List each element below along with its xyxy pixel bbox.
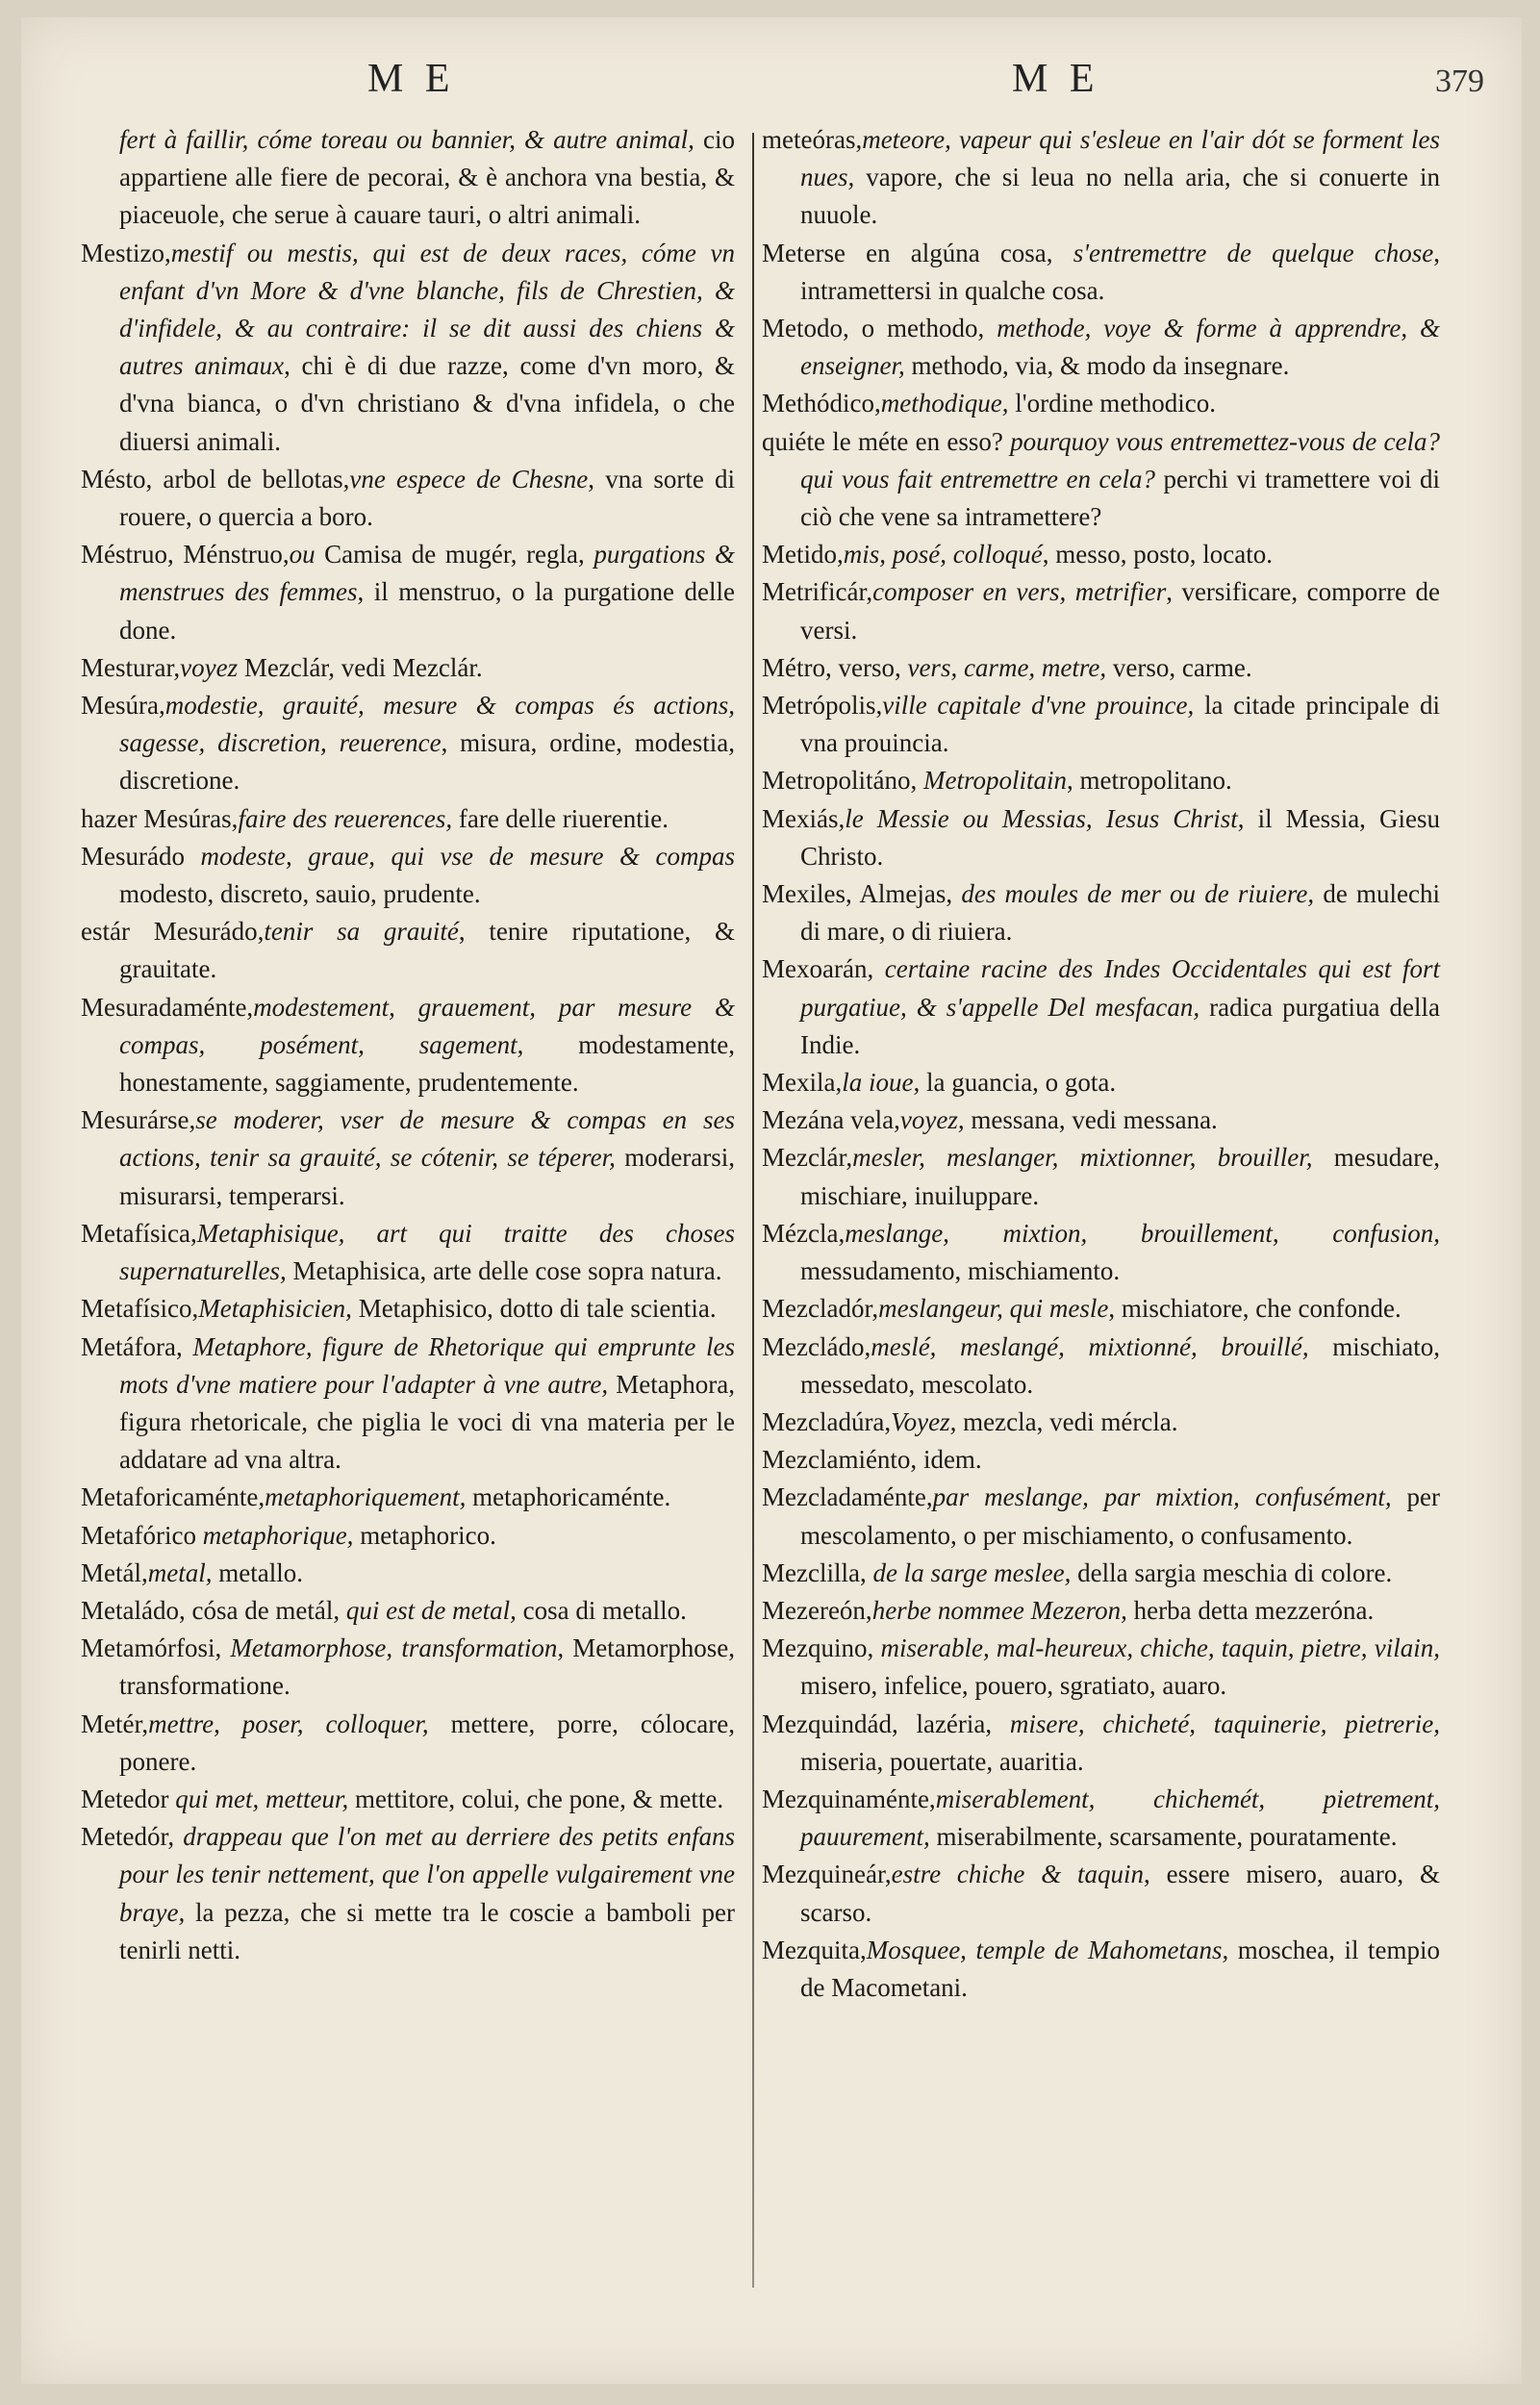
french-gloss: certaine racine des Indes Occidentales qui est fort purgatiue, & s'appelle Del mesfacan, [800,954,1440,1022]
headword: Mezereón, [762,1595,872,1625]
french-gloss: qui est de metal, [345,1595,517,1625]
french-gloss: ou [289,540,316,570]
italian-gloss: Metaphisico, dotto di tale scientia. [351,1294,717,1324]
french-gloss: herbe nommee Mezeron, [871,1595,1127,1625]
french-gloss: meslange, mixtion, brouillement, confusion, [845,1218,1440,1248]
french-gloss: fert à faillir, cóme toreau ou bannier, & autre animal, [119,125,694,154]
dictionary-entry [762,1404,1440,1441]
headword: Mesurárse, [81,1105,196,1135]
dictionary-entry [81,800,735,838]
dictionary-entry [762,121,1440,235]
italian-gloss: , il Messia, Giesu Christo. [800,803,1440,871]
headword: Metrópolis, [762,691,883,721]
headword: Metodo, [762,314,849,343]
headword: Metrificár, [762,577,873,607]
right-running-head: M E [1012,57,1100,101]
french-gloss: estre chiche & taquin [891,1860,1145,1889]
french-gloss: methode, voye & forme à apprendre, & enseigner, [800,314,1440,381]
italian-gloss: mettere, porre, cólocare, ponere. [119,1709,736,1776]
italian-gloss: , essere misero, auaro, & scarso. [800,1860,1440,1927]
dictionary-entry [762,1479,1440,1554]
french-gloss: des moules de mer ou de riuiere, [952,879,1315,909]
french-gloss: vers, carme, metre, [907,652,1107,682]
dictionary-entry [81,235,735,461]
headword: Mézcla, [762,1218,846,1248]
italian-gloss: Mezclár, vedi Mezclár. [238,652,483,682]
headword: Metafórico [81,1520,196,1550]
italian-gloss: lazéria, [897,1709,1010,1738]
french-gloss: miserablement, chichemét, pietrement, pauurement, [800,1784,1440,1852]
dictionary-entry [762,1781,1440,1856]
italian-gloss: verso, [831,652,908,682]
italian-gloss: per mescolamento, o per mischiamento, o confusamento. [800,1482,1441,1550]
dictionary-entry [762,310,1440,385]
headword: Metafísica, [81,1218,197,1248]
headword: Mezcladór, [762,1294,879,1324]
dictionary-entry [762,536,1440,573]
italian-gloss: l'ordine methodico. [1008,389,1217,418]
italian-gloss: mischiato, messedato, mescolato. [800,1331,1441,1399]
italian-gloss: Metaphora, figura rhetoricale, che piglia le voci di vna materia per le addatare ad vna altra. [119,1369,735,1475]
headword: Mexoarán, [762,954,874,984]
french-gloss: vne espece de Chesne [349,464,589,494]
dictionary-entry [81,1818,735,1969]
dictionary-entry [81,1592,735,1630]
italian-gloss: en algúna cosa, [845,238,1073,267]
dictionary-entry [762,1555,1440,1592]
dictionary-entry [762,1706,1440,1781]
french-gloss: modestement, grauement, par mesure & compas, posément, sagement [119,992,735,1059]
headword: Mezána vela, [762,1105,900,1135]
headword: quiéte le méte en esso? [762,426,1003,456]
headword: Mezquino, [762,1633,874,1663]
headword: Métro, [762,652,832,682]
french-gloss: s'entremettre de quelque chose [1073,238,1434,267]
italian-gloss: , tenire riputatione, & grauitate. [119,917,735,984]
italian-gloss: della sargia meschia di colore. [1071,1557,1393,1587]
italian-gloss: , metropolitano. [1066,766,1232,796]
italian-gloss: mesudare, mischiare, inuiluppare. [800,1143,1441,1210]
dictionary-entry [81,1329,735,1480]
dictionary-entry [762,875,1440,950]
headword: Mezcladaménte, [762,1482,933,1512]
headword: Metaforicaménte, [81,1482,265,1512]
french-gloss: Metamorphose, transformation, [221,1633,565,1663]
headword: Metropolitáno, [762,766,918,796]
headword: Metedór, [81,1822,175,1852]
italian-gloss: cosa di metallo. [516,1595,687,1625]
french-gloss: mesler, meslanger, mixtionner, brouiller, [852,1143,1313,1173]
dictionary-entry [81,1706,735,1781]
headword: Mezclilla, [762,1557,867,1587]
french-gloss: metaphorique, [195,1520,354,1550]
italian-gloss: metallo. [212,1557,303,1587]
french-gloss: pourquoy vous entremettez-vous de cela? qui vous fait entremettre en cela? [800,426,1440,494]
italian-gloss: miserabilmente, scarsamente, pouratamente. [929,1822,1398,1852]
italian-gloss: , messo, posto, locato. [1042,540,1273,570]
italian-gloss: , il menstruo, o la purgatione delle done. [119,577,735,645]
french-gloss: meslé, meslangé, mixtionné, brouillé, [871,1331,1309,1361]
headword: Metamórfosi, [81,1633,222,1663]
italian-gloss: mezcla, vedi mércla. [956,1406,1178,1436]
italian-gloss: cio appartiene alle fiere de pecorai, & è anchora vna bestia, & piaceuole, che serue à cauare tauri, o altri animali. [119,125,735,230]
french-gloss: qui met, metteur, [168,1784,349,1813]
headword: Mezclár, [762,1143,853,1173]
dictionary-entry [762,1932,1440,2007]
italian-gloss: , versificare, comporre de versi. [800,577,1440,645]
italian-gloss: moderarsi, misurarsi, temperarsi. [119,1143,735,1210]
italian-gloss: la guancia, o gota. [920,1068,1117,1098]
dictionary-entry [762,1329,1440,1404]
dictionary-entry [762,1592,1440,1630]
headword: estár Mesurádo, [81,917,265,947]
italian-gloss: , vna sorte di rouere, o quercia a boro. [119,464,735,532]
dictionary-entry [81,1290,735,1328]
left-column [81,121,735,1969]
french-gloss: mestif ou mestis, qui est de deux races, cóme vn enfant d'vn More & d'vne blanche, fils de Chrestien, & d'infidele, & au contraire: il se dit aussi des chiens & autres animaux [119,238,735,381]
headword: Mestizo, [81,238,171,267]
dictionary-entry [762,235,1440,310]
italian-gloss: vapore, che si leua no nella aria, che si conuerte in nuuole. [800,163,1440,230]
italian-gloss: miseria, pouertate, auaritia. [800,1746,1084,1776]
dictionary-entry [762,1630,1440,1705]
dictionary-entry [81,1479,735,1516]
dictionary-entry [762,573,1440,648]
italian-gloss: de mulechi di mare, o di riuiera. [800,879,1440,947]
dictionary-entry [762,762,1440,799]
italian-gloss: Metaphisica, arte delle cose sopra natura. [286,1256,722,1286]
italian-gloss: perchi vi tramettere voi di ciò che vene sa intramettere? [800,464,1441,532]
dictionary-entry [81,687,735,800]
italian-gloss: verso, carme. [1106,652,1252,682]
headword: Mezquinaménte, [762,1784,936,1813]
dictionary-entry [762,1290,1440,1328]
dictionary-entry [81,838,735,913]
french-gloss: faire des reuerences, [238,803,453,833]
headword: Mezquindád, [762,1709,898,1738]
french-gloss: drappeau que l'on met au derriere des petits enfans pour les tenir nettement, que l'on appelle vulgairement vne braye, [119,1822,735,1927]
italian-gloss: moschea, il tempio de Macometani. [800,1935,1441,2002]
dictionary-entry [81,121,735,235]
dictionary-entry [762,423,1440,537]
dictionary-entry [81,1555,735,1592]
italian-gloss: metaphoricaménte. [466,1482,671,1512]
french-gloss: modeste, graue, qui vse de mesure & compas [184,841,735,871]
headword: Metedor [81,1784,169,1813]
italian-gloss: cósa de metál, [185,1595,346,1625]
dictionary-entry [762,1215,1440,1290]
french-gloss: Metaphore, figure de Rhetorique qui emprunte les mots d'vne matiere pour l'adapter à vne autre, [119,1331,735,1399]
headword: Metaládo, [81,1595,186,1625]
dictionary-entry [81,913,735,988]
italian-gloss: la pezza, che si mette tra le coscie a bamboli per tenirli netti. [119,1897,735,1964]
french-gloss: se moderer, vser de mesure & compas en ses actions, tenir sa grauité, se cótenir, se téperer, [119,1105,735,1173]
italian-gloss: , intramettersi in qualche cosa. [800,238,1440,305]
dictionary-entry [762,649,1440,687]
italian-gloss: metaphorico. [353,1520,496,1550]
left-running-head: M E [367,57,456,101]
french-gloss: methodique, [880,389,1009,418]
headword: Mesúra, [81,691,165,721]
headword: Mesuradaménte, [81,992,254,1022]
french-gloss: la ioue, [842,1068,921,1098]
french-gloss: Mosquee, temple de Mahometans, [866,1935,1229,1964]
headword: Metido, [762,540,844,570]
french-gloss: Metaphisique, art qui traitte des choses supernaturelles, [119,1218,735,1286]
french-gloss: composer en vers, metrifier [872,577,1167,607]
headword: Mezcladúra, [762,1406,892,1436]
headword: meteóras, [762,125,863,154]
dictionary-entry [81,1781,735,1818]
italian-gloss: Metamorphose, transformatione. [119,1633,736,1701]
headword: Mezquineár, [762,1860,892,1889]
dictionary-page [21,17,1522,2384]
french-gloss: Metropolitain [917,766,1067,796]
dictionary-entry [81,1517,735,1555]
headword: Methódico, [762,389,881,418]
dictionary-entry [81,536,735,649]
dictionary-entry [762,950,1440,1064]
dictionary-entry [762,1139,1440,1214]
italian-gloss: radica purgatiua della Indie. [800,992,1440,1059]
headword: hazer Mesúras, [81,803,239,833]
dictionary-entry [81,989,735,1102]
italian-gloss: messana, vedi messana. [964,1105,1218,1135]
dictionary-entry [762,1441,1440,1479]
italian-gloss: idem. [917,1445,982,1475]
french-gloss: par meslange, par mixtion, confusément, [932,1482,1392,1512]
dictionary-entry [762,1101,1440,1139]
headword: Metafísico, [81,1294,199,1324]
italian-gloss: modesto, discreto, sauio, prudente. [119,879,481,909]
italian-gloss: herba detta mezzeróna. [1126,1595,1375,1625]
french-gloss: mis, posé, colloqué [843,540,1043,570]
french-gloss: metal, [147,1557,213,1587]
french-gloss: le Messie ou Messias, Iesus Christ [845,803,1238,833]
french-gloss: Metaphisicien, [198,1294,352,1324]
italian-gloss: misero, infelice, pouero, sgratiato, auaro. [800,1671,1227,1701]
dictionary-entry [762,687,1440,762]
italian-gloss: la citade principale di vna prouincia. [800,691,1440,758]
french-gloss: modestie, grauité, mesure & compas és actions, sagesse, discretion, reuerence [119,691,735,758]
french-gloss: meslangeur, qui mesle [878,1294,1109,1324]
french-gloss: voyez [180,652,239,682]
french-gloss: metaphoriquement, [265,1482,467,1512]
headword: Mesturar, [81,652,181,682]
dictionary-entry [762,1064,1440,1101]
headword: Mésto, arbol de bellotas, [81,464,350,494]
dictionary-entry [81,1215,735,1290]
page-number: 379 [1435,63,1484,99]
french-gloss: voyez, [899,1105,965,1135]
french-gloss: misere, chicheté, taquinerie, pietrerie, [1009,1709,1440,1738]
headword: Mexila, [762,1068,843,1098]
dictionary-entry [762,800,1440,875]
headword: Mexiles, Almejas, [762,879,953,909]
right-column [762,121,1440,2007]
french-gloss: miserable, mal-heureux, chiche, taquin, pietre, vilain, [873,1633,1440,1663]
dictionary-entry [81,1101,735,1215]
french-gloss: meteore, vapeur qui s'esleue en l'air dót se forment les nues, [800,125,1440,192]
headword: Mexiás, [762,803,846,833]
italian-gloss: , mischiatore, che confonde. [1108,1294,1401,1324]
italian-gloss: fare delle riuerentie. [452,803,669,833]
italian-gloss: , chi è di due razze, come d'vn moro, & d'vna bianca, o d'vn christiano & d'vna infidela, o che diuersi animali. [119,351,735,456]
french-gloss: purgations & menstrues des femmes [119,540,735,607]
headword: Mezquita, [762,1935,867,1964]
headword: Metér, [81,1709,149,1738]
headword: Meterse [762,238,846,267]
headword: Mezclamiénto, [762,1445,918,1475]
italian-gloss: messudamento, mischiamento. [800,1256,1121,1286]
dictionary-entry [762,385,1440,422]
italian-gloss: Camisa de mugér, regla, [315,540,594,570]
italian-gloss: methodo, via, & modo da insegnare. [904,351,1290,381]
dictionary-entry [81,461,735,536]
french-gloss: Voyez, [891,1406,957,1436]
dictionary-entry [81,1630,735,1705]
french-gloss: ville capitale d'vne prouince, [882,691,1195,721]
headword: Mezcládo, [762,1331,871,1361]
dictionary-entry [762,1856,1440,1931]
french-gloss: de la sarge meslee, [866,1557,1072,1587]
headword: Méstruo, Ménstruo, [81,540,290,570]
italian-gloss: o methodo, [848,314,997,343]
dictionary-entry [81,649,735,687]
italian-gloss: , modestamente, honestamente, saggiamente, prudentemente. [119,1029,735,1098]
headword: Mesurádo [81,841,185,871]
french-gloss: tenir sa grauité [264,917,459,947]
italian-gloss: , misura, ordine, modestia, discretione. [119,728,735,796]
column-divider [752,133,754,2288]
french-gloss: mettre, poser, colloquer, [148,1709,429,1738]
headword: Metál, [81,1557,148,1587]
headword: Metáfora, [81,1331,183,1361]
italian-gloss: mettitore, colui, che pone, & mette. [348,1784,724,1813]
